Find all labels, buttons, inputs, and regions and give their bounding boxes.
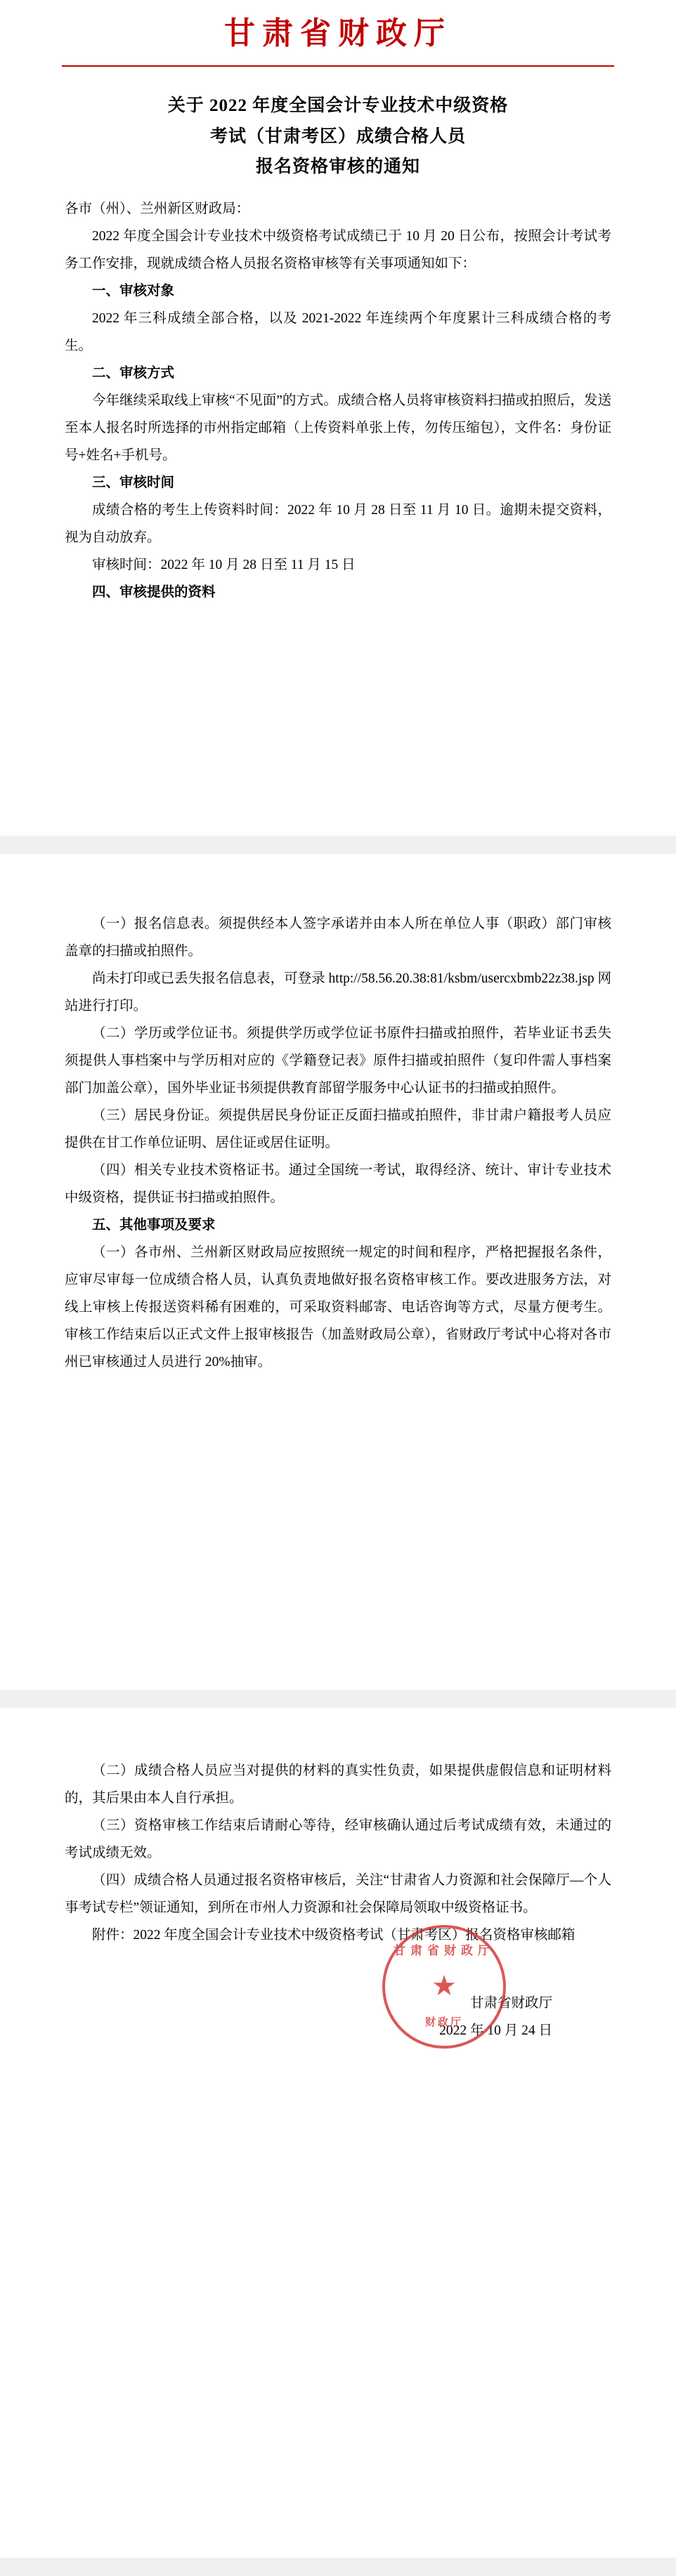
document-body-page-2 [65, 854, 611, 1376]
document-body-page-1 [65, 183, 611, 606]
paragraph-intro: 2022 年度全国会计专业技术中级资格考试成绩已于 10 月 20 日公布，按照会计考试考务工作安排，现就成绩合格人员报名资格审核等有关事项通知如下： [65, 229, 611, 272]
document-header [0, 0, 676, 67]
page-title-line-2: 考试（甘肃考区）成绩合格人员 [209, 126, 466, 146]
section-5-item-1: （一）各市州、兰州新区财政局应按照统一规定的时间和程序，严格把握报名条件，应审尽审每一位成绩合格人员，认真负责地做好报名资格审核工作。要改进服务方法，对线上审核上传报送资料稀有困难的，可采取资料邮寄、电话咨询等方式，尽量方便考生。审核工作结束后以正式文件上报审核报告（加盖财政局公章），省财政厅考试中心将对各市州已审核通过人员进行 20%抽审。 [65, 1245, 611, 1369]
section-5-item-3: （三）资格审核工作结束后请耐心等待，经审核确认通过后考试成绩有效，未通过的考试成绩无效。 [65, 1818, 611, 1860]
document-sheet-3 [0, 1708, 676, 2558]
section-heading-5: 五、其他事项及要求 [92, 1218, 216, 1233]
official-seal-icon [382, 1925, 506, 2049]
sheet-gap-1 [0, 836, 676, 854]
issuing-organization-title: 甘肃省财政厅 [224, 16, 452, 51]
material-item-4: （四）相关专业技术资格证书。通过全国统一考试，取得经济、统计、审计专业技术中级资格，提供证书扫描或拍照件。 [65, 1163, 611, 1205]
material-item-3: （三）居民身份证。须提供居民身份证正反面扫描或拍照件，非甘肃户籍报考人员应提供在甘工作单位证明、居住证或居住证明。 [65, 1108, 611, 1150]
document-sheet-1 [0, 0, 676, 836]
material-item-2: （二）学历或学位证书。须提供学历或学位证书原件扫描或拍照件，若毕业证书丢失须提供人事档案中与学历相对应的《学籍登记表》原件扫描或拍照件（复印件需人事档案部门加盖公章），国外毕业证书须提供教育部留学服务中心认证书的扫描或拍照件。 [65, 1026, 611, 1096]
page-title-line-3: 报名资格审核的通知 [255, 157, 420, 177]
signature-block [0, 1944, 611, 2044]
header-red-divider [62, 65, 614, 67]
seal-bottom-text: 财政厅 [424, 2017, 464, 2028]
section-2-body: 今年继续采取线上审核“不见面”的方式。成绩合格人员将审核资料扫描或拍照后，发送至本人报名时所选择的市州指定邮箱（上传资料单张上传，勿传压缩包），文件名：身份证号+姓名+手机号。 [65, 393, 611, 464]
section-5-item-4: （四）成绩合格人员通过报名资格审核后，关注“甘肃省人力资源和社会保障厅—个人事考试专栏”领证通知，到所在市州人力资源和社会保障局领取中级资格证书。 [65, 1873, 611, 1915]
sheet-gap-2 [0, 1690, 676, 1708]
section-1-body: 2022 年三科成绩全部合格，以及 2021-2022 年连续两个年度累计三科成绩合格的考生。 [65, 311, 611, 354]
document-sheet-2 [0, 854, 676, 1690]
signature-date: 2022 年 10 月 24 日 [439, 2023, 552, 2038]
page-title-line-1: 关于 2022 年度全国会计专业技术中级资格 [167, 96, 509, 115]
seal-top-text: 甘肃省财政厅 [394, 1944, 495, 1957]
seal-star-icon: ★ [431, 1970, 457, 2002]
attachment-note: 附件：2022 年度全国会计专业技术中级资格考试（甘肃考区）报名资格审核邮箱 [92, 1928, 576, 1943]
page-title [105, 91, 571, 183]
section-heading-3: 三、审核时间 [92, 475, 175, 491]
section-3-body-1: 成绩合格的考生上传资料时间：2022 年 10 月 28 日至 11 月 10 日。逾期未提交资料，视为自动放弃。 [65, 503, 611, 546]
material-item-1: （一）报名信息表。须提供经本人签字承诺并由本人所在单位人事（职政）部门审核盖章的扫描或拍照件。 [65, 916, 611, 959]
document-body-page-3 [65, 1708, 611, 1949]
section-heading-2: 二、审核方式 [92, 366, 175, 381]
section-heading-4: 四、审核提供的资料 [92, 585, 216, 600]
paragraph-salutation: 各市（州）、兰州新区财政局： [65, 202, 250, 217]
signature-organization: 甘肃省财政厅 [469, 1996, 552, 2011]
material-item-1-note: 尚未打印或已丢失报名信息表，可登录 http://58.56.20.38:81/ksbm/usercxbmb22z38.jsp 网站进行打印。 [65, 971, 611, 1013]
section-heading-1: 一、审核对象 [92, 284, 175, 299]
section-5-item-2: （二）成绩合格人员应当对提供的材料的真实性负责，如果提供虚假信息和证明材料的，其后果由本人自行承担。 [65, 1763, 611, 1806]
section-3-body-2: 审核时间：2022 年 10 月 28 日至 11 月 15 日 [92, 558, 356, 573]
